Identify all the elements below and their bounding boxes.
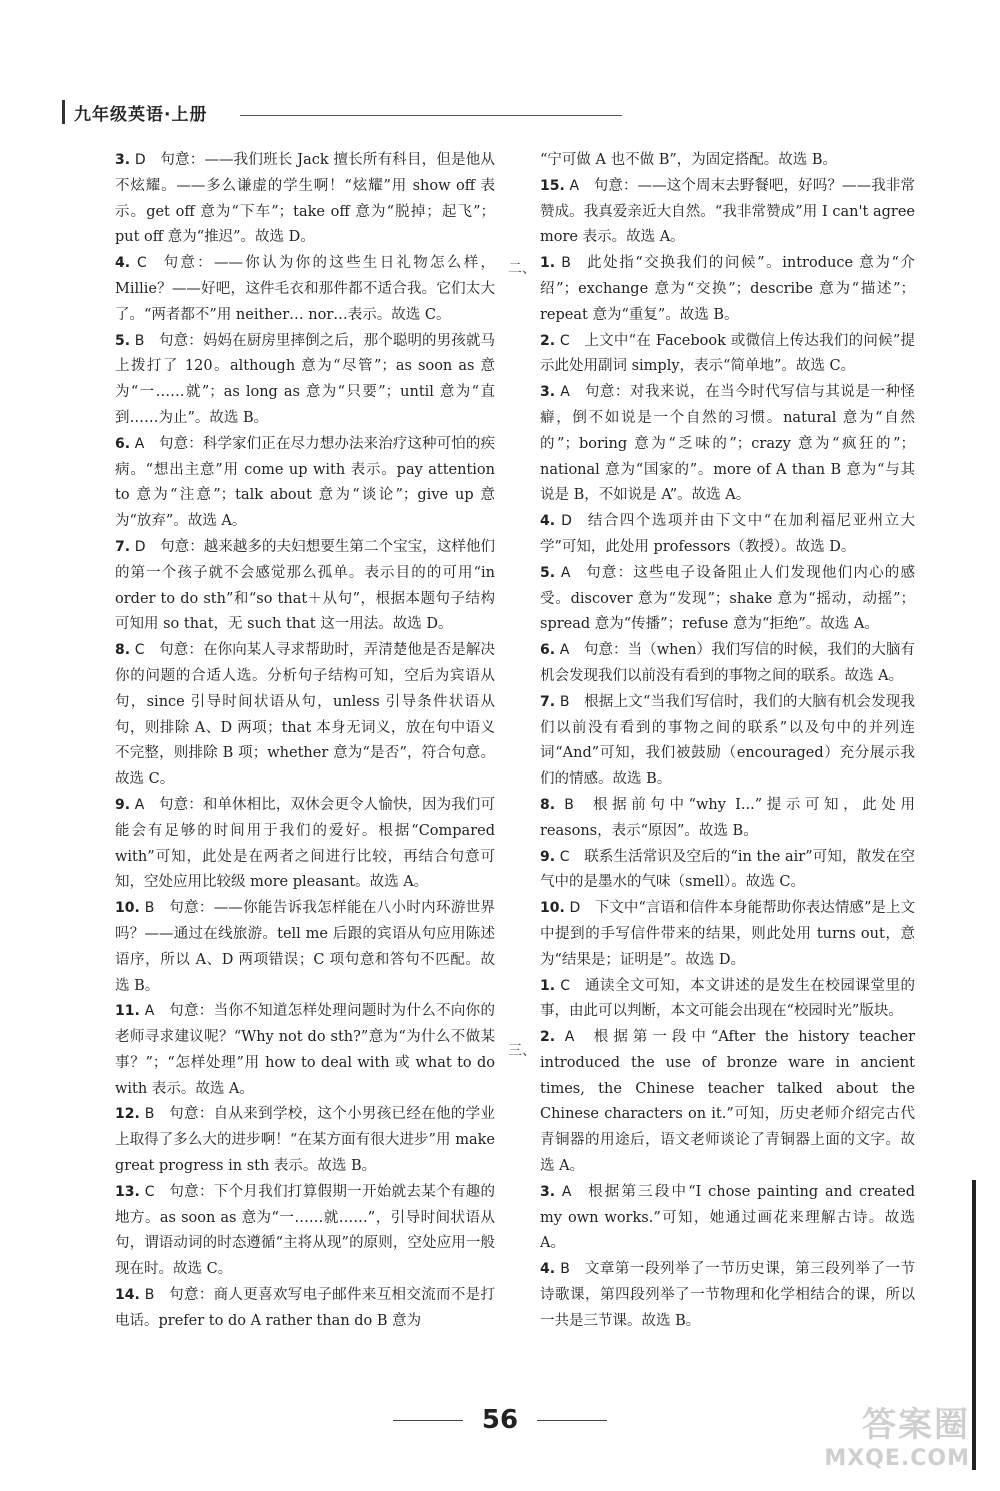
answer-item bbox=[540, 974, 915, 1026]
answer-item bbox=[540, 329, 915, 381]
question-number: 12. bbox=[115, 1106, 140, 1123]
question-number: 9. bbox=[540, 848, 556, 865]
explanation-text: 句意：——这个周末去野餐吧，好吗？——我非常赞成。我真爱亲近大自然。“我非常赞成”用 I can't agree more 表示。故选 A。 bbox=[540, 177, 916, 246]
answer-item bbox=[540, 1180, 915, 1257]
question-number: 8. bbox=[540, 796, 556, 813]
answer-letter: B bbox=[134, 332, 145, 349]
page-rule-left bbox=[393, 1420, 463, 1421]
question-number: 9. bbox=[115, 796, 131, 813]
explanation-text: 句意：这些电子设备阻止人们发现他们内心的感受。discover 意为“发现”；shake 意为“摇动，动摇”；spread 意为“传播”；refuse 意为“拒绝”。故选 A。 bbox=[540, 564, 916, 633]
book-title: 九年级英语·上册 bbox=[74, 105, 208, 125]
answer-letter: C bbox=[144, 1183, 155, 1200]
header-bar bbox=[62, 100, 65, 124]
answer-item bbox=[540, 638, 915, 690]
question-number: 5. bbox=[540, 564, 556, 581]
question-number: 10. bbox=[115, 900, 140, 917]
question-number: 15. bbox=[540, 177, 565, 194]
page-rule-right bbox=[537, 1420, 607, 1421]
answer-item bbox=[540, 380, 915, 509]
answer-letter: A bbox=[144, 1003, 155, 1020]
watermark-url: MXQE.COM bbox=[824, 1446, 970, 1471]
explanation-text: 句意：——你认为你的这些生日礼物怎么样，Millie？——好吧，这件毛衣和那件都不适合我。它们太大了。“两者都不”用 neither… nor…表示。故选 C。 bbox=[115, 255, 496, 323]
answer-item bbox=[115, 638, 495, 793]
explanation-text: 此处指“交换我们的问候”。introduce 意为“介绍”；exchange 意为“交换”；describe 意为“描述”；repeat 意为“重复”。故选 B。 bbox=[540, 255, 915, 323]
explanation-text: 句意：对我来说，在当今时代写信与其说是一种怪癖，倒不如说是一个自然的习惯。natural 意为“自然的”；boring 意为“乏味的”；crazy 意为“疯狂的”；national 意为“国家的”。more of A than B 意为“与其说是 B，不如说是 A”。故选 A。 bbox=[540, 384, 916, 504]
question-number: 6. bbox=[115, 435, 131, 452]
question-number: 2. bbox=[540, 332, 556, 349]
answer-item bbox=[540, 251, 915, 328]
watermark bbox=[824, 1397, 970, 1471]
answer-item bbox=[115, 535, 495, 638]
answer-item bbox=[540, 1257, 915, 1334]
answer-letter: A bbox=[560, 564, 571, 581]
explanation-text: 根据第一段中“After the history teacher introduced the use of bronze ware in ancient times, the Chinese teacher talked about the Chinese characters on it.”可知，历史老师介绍完古代青铜器的用途后，语文老师谈论了青铜器上面的文字。故选 A。 bbox=[540, 1029, 916, 1175]
answer-letter: A bbox=[134, 435, 145, 452]
question-number: 1. bbox=[540, 255, 556, 272]
page-number: 56 bbox=[481, 1405, 519, 1435]
answer-item bbox=[115, 251, 495, 328]
question-number: 2. bbox=[540, 1029, 556, 1046]
answer-item bbox=[540, 896, 915, 973]
question-number: 13. bbox=[115, 1183, 140, 1200]
answer-letter: A bbox=[560, 384, 570, 401]
answer-letter: C bbox=[559, 848, 570, 865]
watermark-logo: 答案圈 bbox=[862, 1405, 970, 1445]
section-mark-3: 三、 bbox=[508, 1043, 536, 1059]
answer-item bbox=[115, 999, 495, 1102]
answer-letter: B bbox=[560, 1261, 570, 1278]
question-number: 4. bbox=[540, 513, 556, 530]
answer-item bbox=[540, 509, 915, 561]
answer-item bbox=[540, 793, 915, 845]
question-number: 4. bbox=[115, 255, 131, 272]
explanation-text: 句意：当（when）我们写信的时候，我们的大脑有机会发现我们以前没有看到的事物之间的联系。故选 A。 bbox=[540, 642, 916, 684]
explanation-text: 文章第一段列举了一节历史课，第三段列举了一节诗歌课，第四段列举了一节物理和化学相结合的课，所以一共是三节课。故选 B。 bbox=[540, 1261, 915, 1329]
answer-item bbox=[115, 1180, 495, 1283]
answer-letter: B bbox=[559, 693, 570, 710]
answer-letter: B bbox=[144, 900, 155, 917]
explanation-text: 句意：在你向某人寻求帮助时，弄清楚他是否是解决你的问题的合适人选。分析句子结构可知，空后为宾语从句，since 引导时间状语从句，unless 引导条件状语从句，则排除 A、D 两项；that 本身无词义，放在句中语义不完整，则排除 B 项；whether 意为“是否”，符合句意。故选 C。 bbox=[115, 642, 496, 788]
right-column bbox=[540, 148, 915, 1335]
explanation-text: 句意：商人更喜欢写电子邮件来互相交流而不是打电话。prefer to do A rather than do B 意为 bbox=[115, 1287, 496, 1329]
header-rule bbox=[240, 115, 622, 116]
answer-item bbox=[115, 432, 495, 535]
answer-letter: B bbox=[144, 1106, 155, 1123]
explanation-text: 结合四个选项并由下文中“在加利福尼亚州立大学”可知，此处用 professors（教授）。故选 D。 bbox=[540, 513, 915, 555]
question-number: 11. bbox=[115, 1003, 140, 1020]
explanation-text: 上文中“在 Facebook 或微信上传达我们的问候”提示此处用副词 simply，表示“简单地”。故选 C。 bbox=[540, 332, 916, 375]
explanation-text: 根据上文“当我们写信时，我们的大脑有机会发现我们以前没有看到的事物之间的联系”以及句中的并列连词“And”可知，我们被鼓励（encouraged）充分展示我们的情感。故选 B。 bbox=[540, 693, 915, 788]
explanation-text: 下文中“言语和信件本身能帮助你表达情感”是上文中提到的手写信件带来的结果，则此处用 turns out，意为“结果是；证明是”。故选 D。 bbox=[540, 900, 916, 968]
answer-letter: C bbox=[134, 642, 145, 659]
answer-item bbox=[540, 174, 915, 251]
explanation-text: 根据第三段中“I chose painting and created my own works.”可知，她通过画花来理解古诗。故选 A。 bbox=[540, 1183, 915, 1252]
answer-item bbox=[540, 1025, 915, 1180]
page-spine-shadow bbox=[972, 1180, 976, 1470]
answer-letter: C bbox=[560, 977, 570, 994]
answer-letter: D bbox=[569, 900, 581, 917]
answer-letter: B bbox=[564, 796, 574, 813]
question-number: 3. bbox=[540, 384, 556, 401]
question-number: 14. bbox=[115, 1287, 140, 1304]
answer-item bbox=[115, 329, 495, 432]
question-number: 7. bbox=[115, 538, 131, 555]
answer-letter: D bbox=[134, 152, 146, 168]
explanation-text: 句意：当你不知道怎样处理问题时为什么不向你的老师寻求建议呢？“Why not do sth?”意为“为什么不做某事？”；“怎样处理”用 how to deal with 或 what to do with 表示。故选 A。 bbox=[115, 1003, 496, 1097]
question-number: 6. bbox=[540, 642, 556, 659]
question-number: 3. bbox=[115, 152, 131, 168]
question-number: 1. bbox=[540, 977, 556, 994]
explanation-text: 句意：科学家们正在尽力想办法来治疗这种可怕的疾病。“想出主意”用 come up with 表示。pay attention to 意为“注意”；talk about 意为“谈论”；give up 意为“放弃”。故选 A。 bbox=[115, 435, 496, 530]
explanation-text: 联系生活常识及空后的“in the air”可知，散发在空气中的是墨水的气味（smell）。故选 C。 bbox=[540, 848, 915, 891]
question-number: 7. bbox=[540, 693, 556, 710]
answer-item bbox=[540, 561, 915, 638]
explanation-text: 句意：越来越多的夫妇想要生第二个宝宝，这样他们的第一个孩子就不会感觉那么孤单。表示目的的可用“in order to do sth”和“so that＋从句”，根据本题句子结构可知用 so that，无 such that 这一用法。故选 D。 bbox=[115, 538, 496, 633]
answer-letter: D bbox=[134, 538, 146, 555]
section-mark-2: 二、 bbox=[508, 261, 536, 277]
answer-letter: A bbox=[564, 1029, 575, 1046]
answer-item bbox=[115, 1102, 495, 1179]
page-header bbox=[62, 98, 622, 128]
answer-letter: C bbox=[559, 332, 570, 349]
question-number: 5. bbox=[115, 332, 131, 349]
answer-letter: C bbox=[136, 255, 147, 272]
left-column bbox=[115, 148, 495, 1335]
answer-item bbox=[115, 148, 495, 251]
explanation-text: 句意：——我们班长 Jack 擅长所有科目，但是他从不炫耀。——多么谦虚的学生啊！“炫耀”用 show off 表示。get off 意为“下车”；take off 意为“脱掉；起飞”；put off 意为“推迟”。故选 D。 bbox=[115, 152, 495, 246]
answer-item bbox=[540, 690, 915, 793]
explanation-text: “宁可做 A 也不做 B”，为固定搭配。故选 B。 bbox=[540, 152, 838, 168]
explanation-text: 根据前句中“why I...”提示可知，此处用 reasons，表示“原因”。故选 B。 bbox=[540, 796, 916, 839]
answer-letter: B bbox=[561, 255, 571, 272]
explanation-text: 句意：自从来到学校，这个小男孩已经在他的学业上取得了多么大的进步啊！“在某方面有很大进步”用 make great progress in sth 表示。故选 B。 bbox=[115, 1106, 496, 1175]
answer-letter: A bbox=[559, 642, 570, 659]
explanation-text: 句意：下个月我们打算假期一开始就去某个有趣的地方。as soon as 意为“一……就……”，引导时间状语从句，谓语动词的时态遵循“主将从现”的原则，空处应用一般现在时。故选 C。 bbox=[115, 1183, 496, 1278]
answer-letter: B bbox=[144, 1287, 155, 1304]
question-number: 8. bbox=[115, 642, 131, 659]
question-number: 10. bbox=[540, 900, 565, 917]
answer-item bbox=[115, 1283, 495, 1335]
explanation-text: 句意：和单休相比，双休会更令人愉快，因为我们可能会有足够的时间用于我们的爱好。根据“Compared with”可知，此处是在两者之间进行比较，再结合句意可知，空处应用比较级 more pleasant。故选 A。 bbox=[115, 796, 496, 891]
question-number: 4. bbox=[540, 1261, 556, 1278]
answer-item bbox=[115, 793, 495, 896]
question-number: 3. bbox=[540, 1183, 556, 1200]
explanation-text: 句意：——你能告诉我怎样能在八小时内环游世界吗？——通过在线旅游。tell me 后跟的宾语从句应用陈述语序，所以 A、D 两项错误；C 项句意和答句不匹配。故选 B。 bbox=[115, 900, 496, 994]
answer-letter: D bbox=[561, 513, 572, 530]
answer-letter: A bbox=[134, 796, 145, 813]
explanation-text: 通读全文可知，本文讲述的是发生在校园课堂里的事，由此可以判断，本文可能会出现在“校园时光”版块。 bbox=[540, 977, 916, 1020]
answer-item bbox=[115, 896, 495, 999]
answer-item bbox=[540, 845, 915, 897]
answer-letter: A bbox=[561, 1183, 572, 1200]
answer-letter: A bbox=[569, 177, 580, 194]
explanation-text: 句意：妈妈在厨房里摔倒之后，那个聪明的男孩就马上拨打了 120。although 意为“尽管”；as soon as 意为“一……就”；as long as 意为“只要”；until 意为“直到……为止”。故选 B。 bbox=[115, 332, 496, 426]
answer-item bbox=[540, 148, 915, 174]
